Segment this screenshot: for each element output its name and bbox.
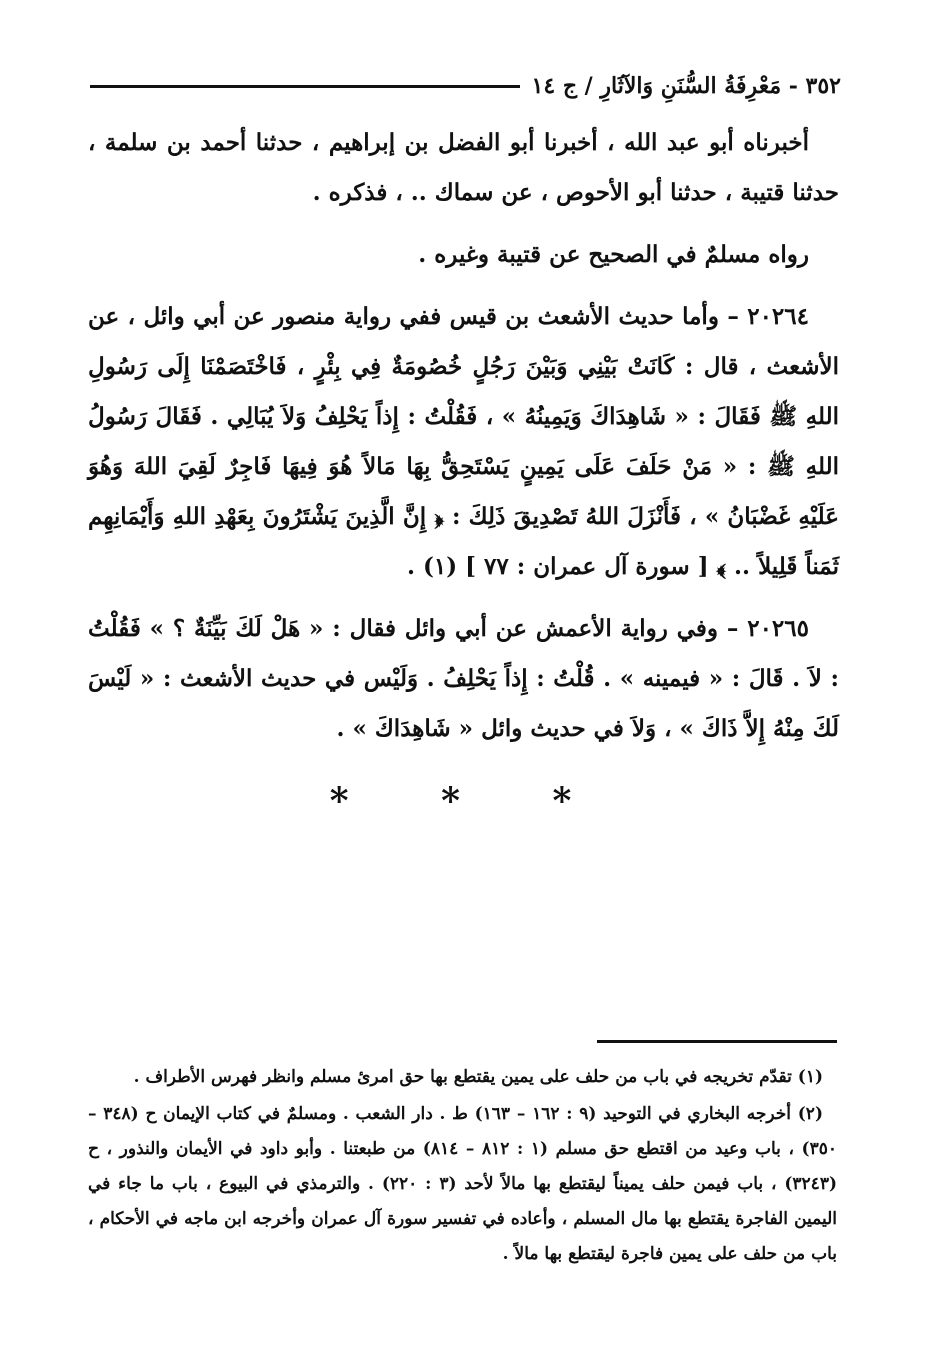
paragraph-muslim: رواه مسلمٌ في الصحيح عن قتيبة وغيره . — [418, 241, 809, 268]
section-separator: * * * — [329, 780, 612, 822]
main-text — [88, 118, 839, 766]
paragraph-isnad: أخبرناه أبو عبد الله ، أخبرنا أبو الفضل بن إبراهيم ، حدثنا أحمد بن سلمة ، حدثنا قتيبة ، حدثنا أبو الأحوص ، عن سماك .. ، فذكره . — [88, 129, 839, 206]
footnote-rule — [597, 1040, 837, 1043]
header-rule — [90, 85, 520, 88]
footnote-2: (٢) أخرجه البخاري في التوحيد (٩ : ١٦٢ – ١٦٣) ط . دار الشعب . ومسلمٌ في كتاب الإيمان ح (٣٤٨ – ٣٥٠) ، باب وعيد من اقتطع حق مسلم (١ : ٨١٢ – ٨١٤) من طبعتنا . وأبو داود في الأيمان والنذور ، ح (٣٢٤٣) ، باب فيمن حلف يميناً ليقتطع بها مالاً لأحد (٣ : ٢٢٠) . والترمذي في البيوع ، باب ما جاء في اليمين الفاجرة يقتطع بها مال المسلم ، وأعاده في تفسير سورة آل عمران وأخرجه ابن ماجه في الأحكام ، باب من حلف على يمين فاجرة ليقتطع بها مالاً . — [88, 1104, 837, 1264]
paragraph-hadith-2265: ٢٠٢٦٥ – وفي رواية الأعمش عن أبي وائل فقال : « هَلْ لَكَ بَيِّنَةٌ ؟ » فَقُلْتُ : لاَ . قَالَ : « فيمينه » . قُلْتُ : إِذاً يَحْلِفُ . وَلَيْس في حديث الأشعث : « لَيْسَ لَكَ مِنْهُ إِلاَّ ذَاكَ » ، وَلاَ في حديث وائل « شَاهِدَاكَ » . — [88, 615, 839, 742]
page-header — [90, 66, 841, 106]
running-title: ٣٥٢ - مَعْرِفَةُ السُّنَنِ وَالآثَارِ / ج ١٤ — [531, 73, 841, 99]
paragraph-hadith-2264: ٢٠٢٦٤ – وأما حديث الأشعث بن قيس ففي رواية منصور عن أبي وائل ، عن الأشعث ، قال : كَانَتْ بَيْنِي وَبَيْنَ رَجُلٍ خُصُومَةٌ فِي بِئْرٍ ، فَاخْتَصَمْنَا إِلَى رَسُولِ اللهِ ﷺ فَقَالَ : « شَاهِدَاكَ وَيَمِينُهُ » ، فَقُلْتُ : إِذاً يَحْلِفُ وَلاَ يُبَالِي . فَقَالَ رَسُولُ اللهِ ﷺ : « مَنْ حَلَفَ عَلَى يَمِينٍ يَسْتَحِقُّ بِهَا مَالاً هُوَ فِيهَا فَاجِرٌ لَقِيَ اللهَ وَهُوَ عَلَيْهِ غَضْبَانُ » ، فَأَنْزَلَ اللهُ تَصْدِيقَ ذَلِكَ : ﴿ إِنَّ الَّذِينَ يَشْتَرُونَ بِعَهْدِ اللهِ وَأَيْمَانِهِم ثَمَناً قَلِيلاً .. ﴾ [ سورة آل عمران : ٧٧ ] (١) . — [88, 303, 839, 580]
footnotes — [88, 1060, 837, 1274]
footnote-1: (١) تقدّم تخريجه في باب من حلف على يمين يقتطع بها حق امرئ مسلم وانظر فهرس الأطراف . — [133, 1067, 823, 1087]
